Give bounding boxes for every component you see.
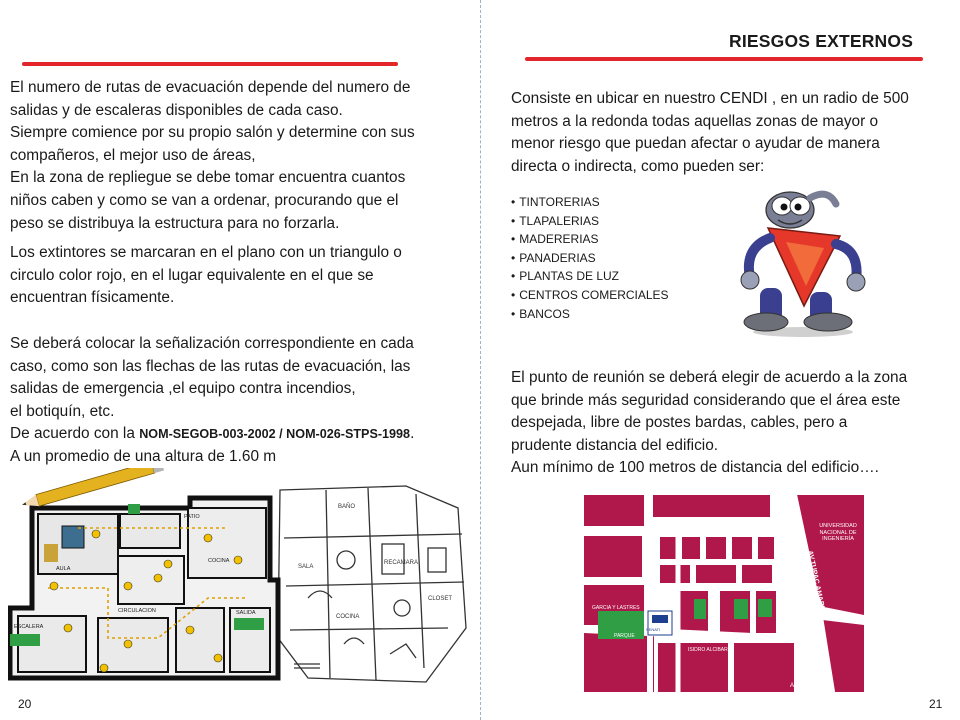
plan2-label: COCINA bbox=[336, 614, 360, 620]
text-line: directa o indirecta, como pueden ser: bbox=[511, 157, 765, 175]
list-item: • TINTORERIAS bbox=[511, 193, 669, 212]
page-divider bbox=[480, 0, 481, 720]
text-line: Siempre comience por su propio salón y determine con sus bbox=[10, 124, 415, 142]
map-label-tupac: AV.TUPAC AMARU bbox=[806, 549, 826, 612]
mascot-illustration bbox=[728, 188, 878, 338]
left-page-number: 20 bbox=[18, 697, 32, 711]
text-line: En la zona de repliegue se debe tomar encuentra cuantos bbox=[10, 169, 406, 187]
text-line: peso se distribuya la estructura para no forzarla. bbox=[10, 214, 340, 232]
plan2-label: RECAMARA bbox=[384, 560, 419, 566]
text-line: circulo color rojo, en el lugar equivalente en el que se bbox=[10, 266, 374, 284]
meeting-point-paragraph bbox=[511, 367, 956, 480]
intro-paragraph bbox=[511, 88, 956, 178]
norm-reference-line: De acuerdo con la NOM-SEGOB-003-2002 / NOM-026-STPS-1998. bbox=[10, 425, 415, 443]
text-line: despejada, libre de postes bardas, cables, pero a bbox=[511, 414, 848, 432]
location-map bbox=[584, 495, 864, 692]
pencil-icon bbox=[20, 468, 164, 511]
plan2-label: SALA bbox=[298, 564, 314, 570]
text-line: metros a la redonda todas aquellas zonas de mayor o bbox=[511, 112, 879, 130]
floorplan-colored bbox=[10, 498, 278, 678]
list-item: • MADERERIAS bbox=[511, 230, 669, 249]
right-red-rule bbox=[525, 57, 923, 61]
text-line: caso, como son las flechas de las rutas de evacuación, las bbox=[10, 357, 411, 375]
mascot-svg bbox=[728, 188, 878, 338]
location-map-svg bbox=[584, 495, 864, 692]
map-label-carrion: SEGUNDO CARRIÓN bbox=[704, 587, 754, 593]
plan1-label: CIRCULACION bbox=[118, 608, 156, 614]
map-label-senati: SENATI bbox=[646, 627, 661, 632]
plan1-label: SALIDA bbox=[236, 610, 256, 616]
map-label-uni: UNIVERSIDAD NACIONAL DE INGENIERÍA bbox=[819, 523, 857, 542]
list-item: • TLAPALERIAS bbox=[511, 212, 669, 231]
map-label-garcia: GARCIA Y LASTRES bbox=[592, 605, 640, 611]
text-line: niños caben y como se van a ordenar, procurando que el bbox=[10, 191, 399, 209]
left-para-signage bbox=[10, 333, 475, 469]
map-label-lima: A LIMA bbox=[790, 683, 810, 689]
text-line: menor riesgo que puedan afectar o ayudar de manera bbox=[511, 135, 880, 153]
list-item: • PANADERIAS bbox=[511, 249, 669, 268]
plan1-label: ESCALERA bbox=[14, 624, 44, 630]
plan2-label: CLOSET bbox=[428, 596, 453, 602]
list-item: • CENTROS COMERCIALES bbox=[511, 286, 669, 305]
map-label-parque: PARQUE bbox=[614, 633, 635, 639]
left-red-rule bbox=[22, 62, 398, 66]
floorplan-figure bbox=[8, 468, 468, 690]
text-line: que brinde más seguridad considerando que el área este bbox=[511, 391, 901, 409]
text-line: A un promedio de una altura de 1.60 m bbox=[10, 447, 277, 465]
left-para-extinguishers bbox=[10, 242, 475, 310]
left-para-routes bbox=[10, 77, 475, 235]
floorplan-svg bbox=[8, 468, 468, 690]
text-line: El punto de reunión se deberá elegir de acuerdo a la zona bbox=[511, 369, 908, 386]
text-line: Consiste en ubicar en nuestro CENDI , en un radio de 500 bbox=[511, 90, 909, 107]
risk-list bbox=[511, 193, 669, 323]
text-line: el botiquín, etc. bbox=[10, 402, 115, 420]
map-label-alcibar: ISIDRO ALCIBAR bbox=[688, 647, 728, 653]
list-item: • BANCOS bbox=[511, 305, 669, 324]
text-line: Se deberá colocar la señalización correspondiente en cada bbox=[10, 335, 414, 352]
text-line: salidas de emergencia ,el equipo contra incendios, bbox=[10, 380, 356, 398]
text-line: prudente distancia del edificio. bbox=[511, 436, 719, 454]
section-title: RIESGOS EXTERNOS bbox=[729, 31, 914, 51]
plan1-label: COCINA bbox=[208, 558, 230, 564]
floorplan-line-drawing bbox=[278, 486, 466, 682]
text-line: salidas y de escaleras disponibles de cada caso. bbox=[10, 101, 343, 119]
text-line: compañeros, el mejor uso de áreas, bbox=[10, 146, 256, 164]
plan1-label: AULA bbox=[56, 566, 71, 572]
text-line: Los extintores se marcaran en el plano con un triangulo o bbox=[10, 244, 402, 261]
text-line: encuentran físicamente. bbox=[10, 289, 175, 307]
norm-reference: NOM-SEGOB-003-2002 / NOM-026-STPS-1998 bbox=[139, 427, 411, 442]
plan2-label: BAÑO bbox=[338, 504, 356, 510]
map-label-habich: AV. E. DE HABICH bbox=[700, 529, 760, 536]
plan1-label: PATIO bbox=[184, 514, 200, 520]
text-line: El numero de rutas de evacuación depende del numero de bbox=[10, 79, 411, 96]
list-item: • PLANTAS DE LUZ bbox=[511, 267, 669, 286]
right-page-number: 21 bbox=[929, 697, 943, 711]
text-line: Aun mínimo de 100 metros de distancia del edificio…. bbox=[511, 459, 879, 477]
